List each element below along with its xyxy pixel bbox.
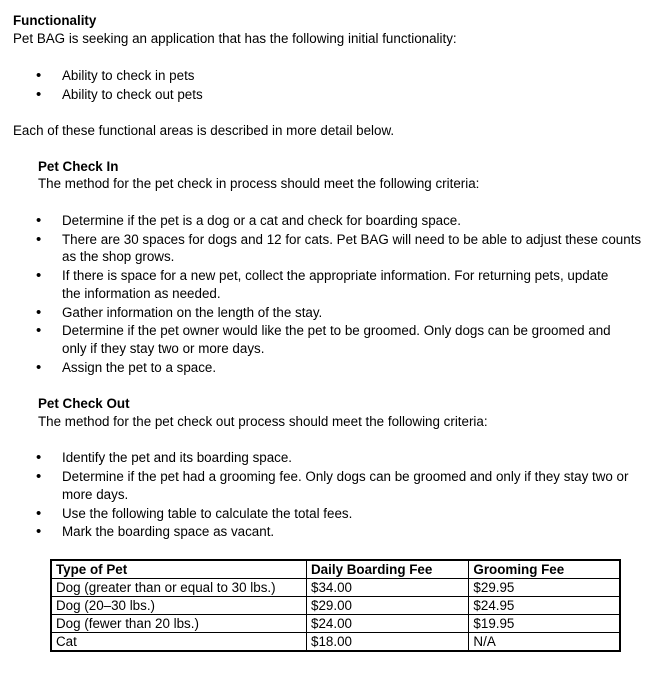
bullet-marker: • xyxy=(36,523,42,540)
table-cell: $29.00 xyxy=(307,597,469,615)
areas-note: Each of these functional areas is described in more detail below. xyxy=(13,123,395,138)
checkin-item-continued: as the shop grows. xyxy=(62,249,175,264)
checkin-item-continued: the information as needed. xyxy=(62,286,221,301)
table-row xyxy=(51,579,620,597)
checkin-item: Determine if the pet is a dog or a cat and check for boarding space. xyxy=(62,213,461,228)
section-heading-functionality: Functionality xyxy=(13,13,97,28)
table-cell: $24.95 xyxy=(469,597,620,615)
func-item: Ability to check out pets xyxy=(62,87,203,102)
table-cell: $19.95 xyxy=(469,615,620,633)
bullet-marker: • xyxy=(36,86,42,103)
bullet-marker: • xyxy=(36,267,42,284)
checkin-item: There are 30 spaces for dogs and 12 for cats. Pet BAG will need to be able to adjust these counts xyxy=(62,232,642,247)
table-header-row xyxy=(51,560,620,579)
checkin-heading: Pet Check In xyxy=(38,159,119,174)
intro-text: Pet BAG is seeking an application that has the following initial functionality: xyxy=(13,31,457,46)
checkout-item-continued: more days. xyxy=(62,487,129,502)
checkin-item: If there is space for a new pet, collect the appropriate information. For returning pets, update xyxy=(62,268,609,283)
table-cell: Dog (fewer than 20 lbs.) xyxy=(51,615,307,633)
table-cell: $29.95 xyxy=(469,579,620,597)
bullet-marker: • xyxy=(36,505,42,522)
checkout-item: Use the following table to calculate the total fees. xyxy=(62,506,353,521)
table-cell: $34.00 xyxy=(307,579,469,597)
bullet-marker: • xyxy=(36,322,42,339)
table-cell: N/A xyxy=(469,633,620,652)
table-header-cell: Type of Pet xyxy=(51,560,307,579)
checkin-item: Gather information on the length of the stay. xyxy=(62,305,323,320)
bullet-marker: • xyxy=(36,212,42,229)
checkout-intro: The method for the pet check out process should meet the following criteria: xyxy=(38,414,488,429)
checkin-intro: The method for the pet check in process should meet the following criteria: xyxy=(38,176,480,191)
table-cell: Dog (greater than or equal to 30 lbs.) xyxy=(51,579,307,597)
checkin-item-continued: only if they stay two or more days. xyxy=(62,341,265,356)
bullet-marker: • xyxy=(36,304,42,321)
table-cell: $18.00 xyxy=(307,633,469,652)
table-header-cell: Daily Boarding Fee xyxy=(307,560,469,579)
checkout-heading: Pet Check Out xyxy=(38,396,130,411)
bullet-marker: • xyxy=(36,468,42,485)
table-cell: Dog (20–30 lbs.) xyxy=(51,597,307,615)
bullet-marker: • xyxy=(36,359,42,376)
checkout-item: Determine if the pet had a grooming fee. Only dogs can be groomed and only if they stay two or xyxy=(62,469,629,484)
table-cell: Cat xyxy=(51,633,307,652)
table-row xyxy=(51,615,620,633)
table-row xyxy=(51,597,620,615)
bullet-marker: • xyxy=(36,449,42,466)
checkout-item: Identify the pet and its boarding space. xyxy=(62,450,293,465)
func-item: Ability to check in pets xyxy=(62,68,195,83)
fee-table xyxy=(50,559,621,652)
bullet-marker: • xyxy=(36,231,42,248)
table-row xyxy=(51,633,620,652)
bullet-marker: • xyxy=(36,67,42,84)
table-header-cell: Grooming Fee xyxy=(469,560,620,579)
table-cell: $24.00 xyxy=(307,615,469,633)
checkin-item: Assign the pet to a space. xyxy=(62,360,217,375)
checkin-item: Determine if the pet owner would like the pet to be groomed. Only dogs can be groomed and xyxy=(62,323,611,338)
checkout-item: Mark the boarding space as vacant. xyxy=(62,524,275,539)
